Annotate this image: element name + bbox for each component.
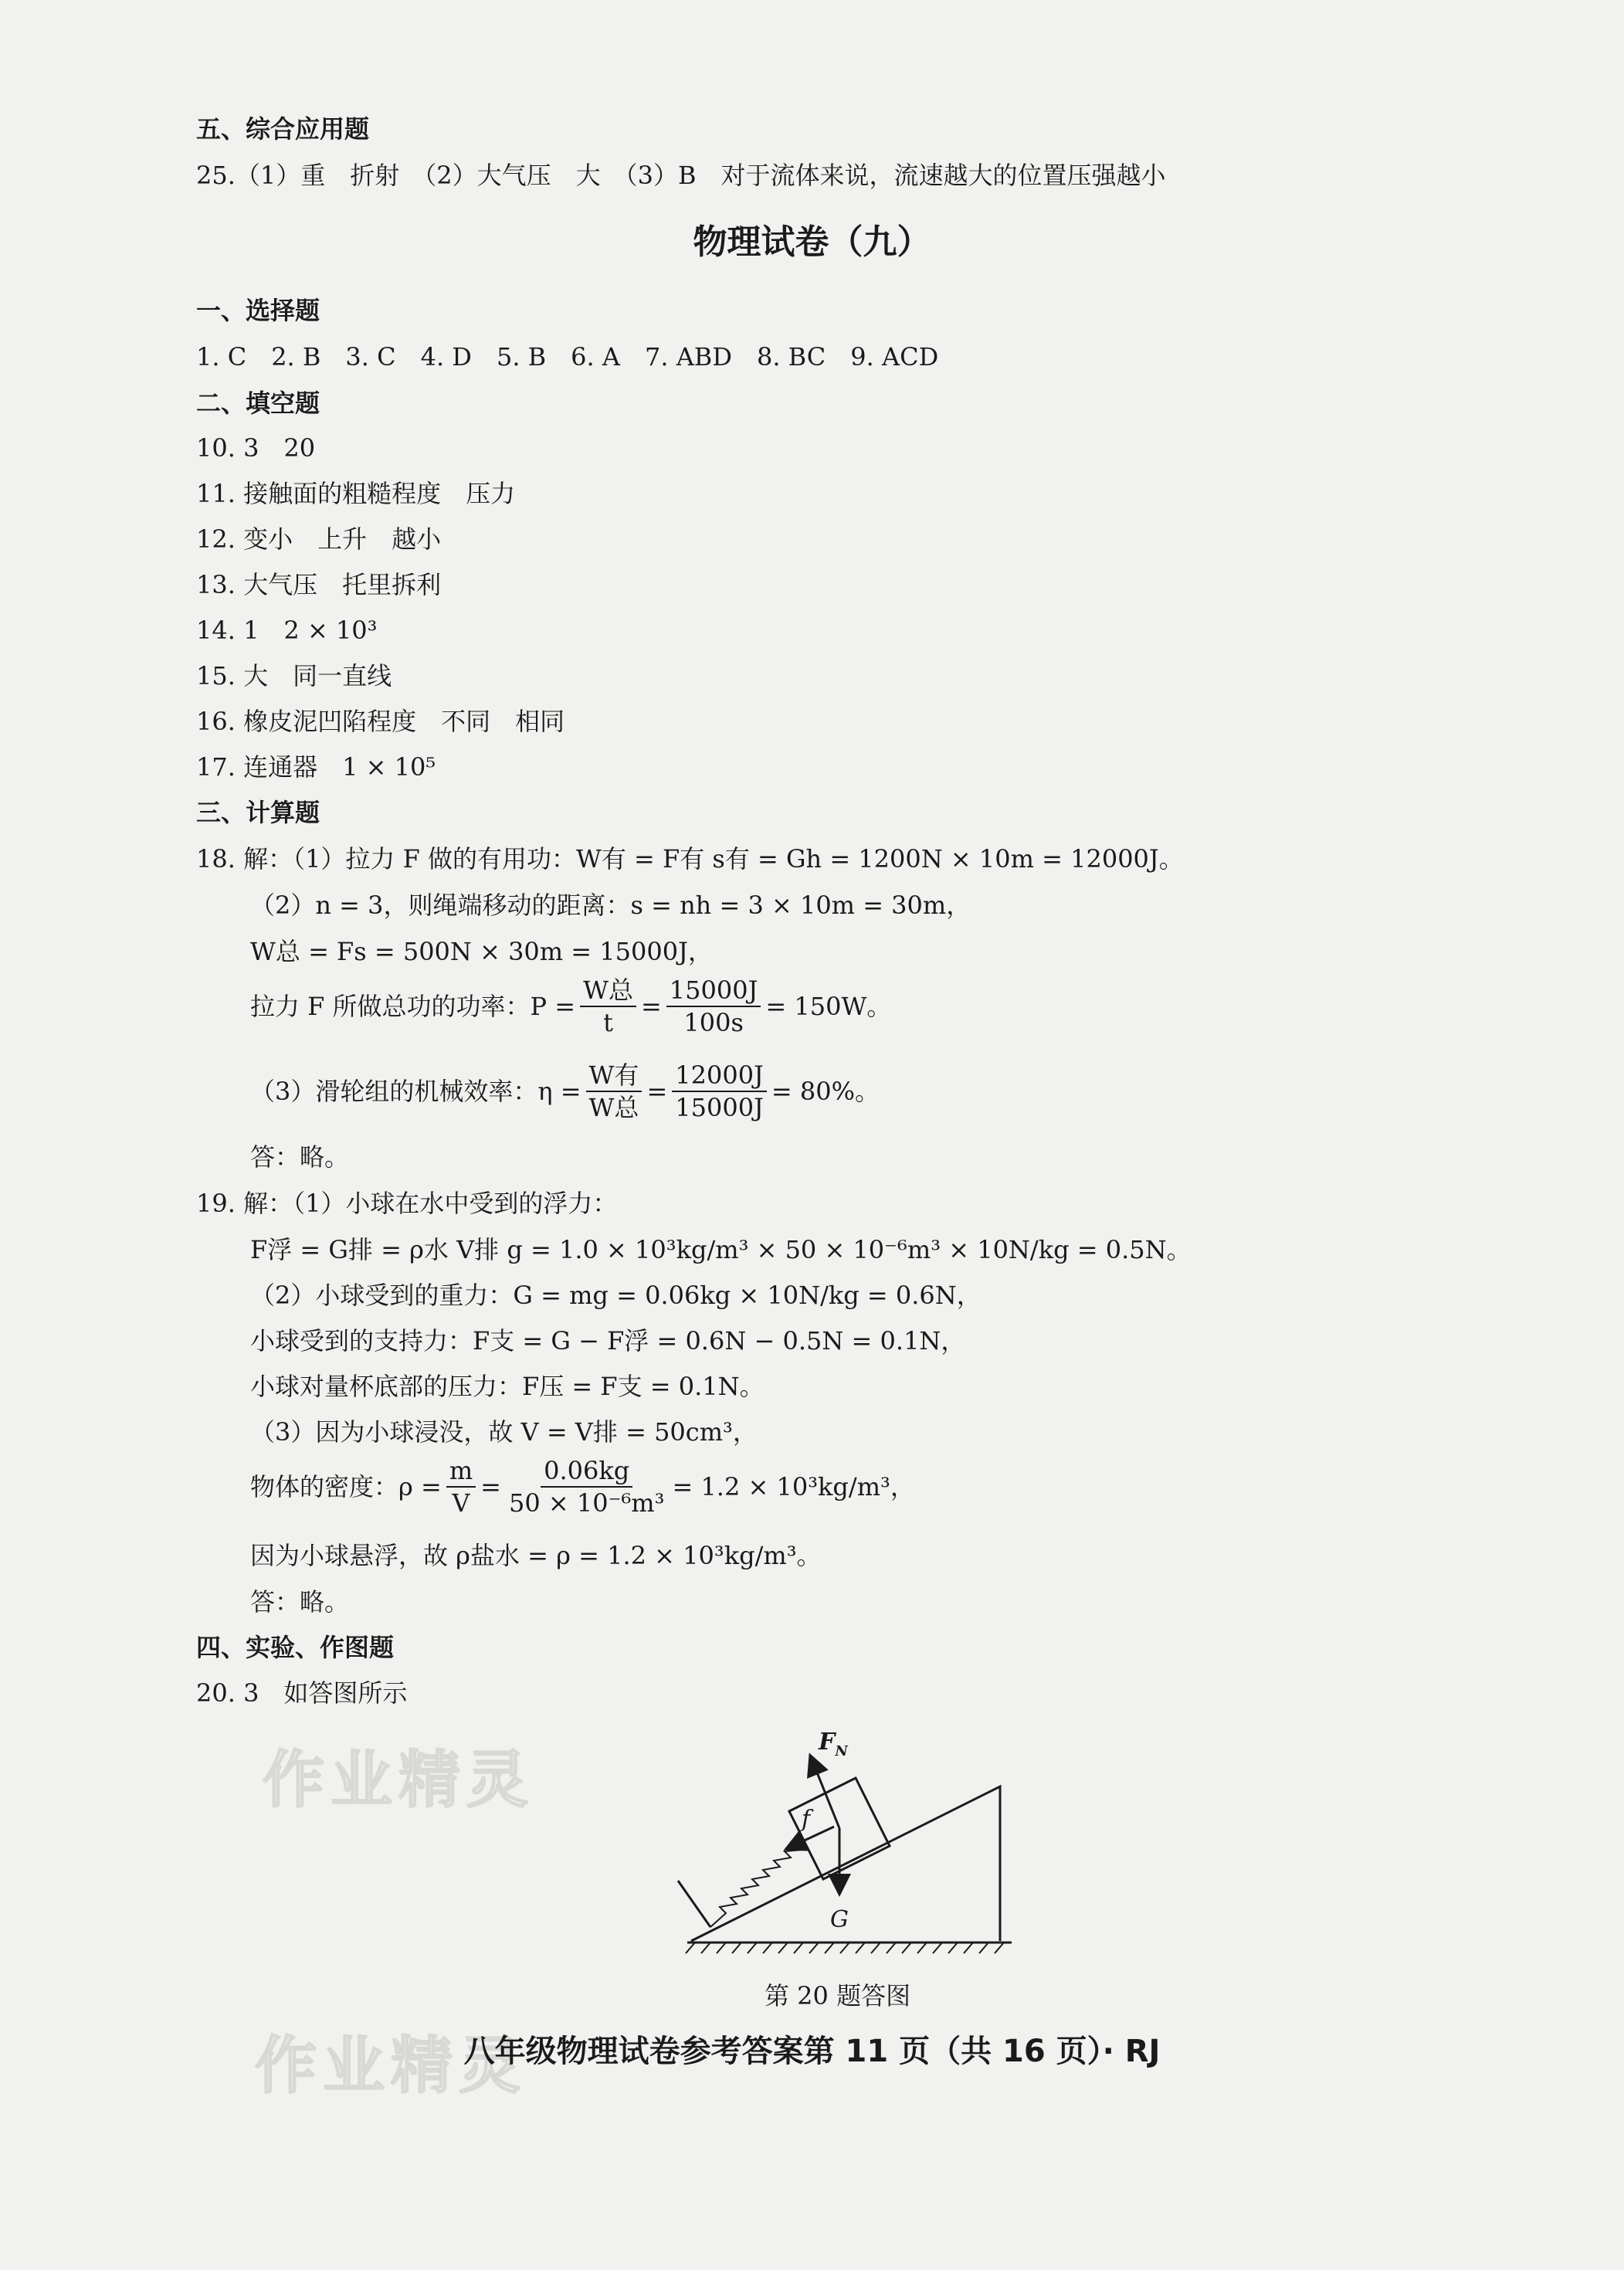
formula-text: 物体的密度：ρ = [250,1472,442,1501]
fill-answer: 11. 接触面的粗糙程度 压力 [196,479,516,508]
numerator: W有 [586,1060,642,1092]
q19-line: F浮 = G排 = ρ水 V排 g = 1.0 × 10³kg/m³ × 50 × 10⁻⁶m³ × 10N/kg = 0.5N。 [250,1235,1192,1264]
fraction [446,1455,476,1518]
spring [710,1850,802,1927]
ground-hatch [686,1943,1004,1953]
numerator: m [446,1455,476,1488]
formula-text: = 80%。 [771,1077,880,1106]
q19-line: （3）因为小球浸没，故 V = V排 = 50cm³， [250,1417,758,1447]
q18-line: W总 = Fs = 500N × 30m = 15000J， [250,937,713,966]
formula-text: = 150W。 [765,992,892,1021]
incline-force-diagram [672,1711,1073,1966]
q18-line: （2）n = 3，则绳端移动的距离：s = nh = 3 × 10m = 30m， [250,891,971,920]
fill-answer: 10. 3 20 [196,433,316,463]
denominator: V [452,1488,470,1518]
denominator: 15000J [675,1093,764,1122]
section-1-heading: 一、选择题 [196,296,320,325]
formula-text: = [640,992,662,1021]
choice-answers: 1. C 2. B 3. C 4. D 5. B 6. A 7. ABD 8. BC 9. ACD [196,342,939,372]
q19-line: 因为小球悬浮，故 ρ盐水 = ρ = 1.2 × 10³kg/m³。 [250,1541,822,1570]
fill-answer: 15. 大 同一直线 [196,661,392,691]
section-4-heading: 四、实验、作图题 [196,1633,395,1662]
figure-caption: 第 20 题答图 [765,1981,911,2010]
normal-force-arrow [811,1757,839,1828]
q18-efficiency-formula [250,1060,880,1123]
fraction [580,975,636,1038]
q18-answer: 答：略。 [250,1142,350,1172]
q19-answer: 答：略。 [250,1587,350,1617]
q19-line: 小球受到的支持力：F支 = G − F浮 = 0.6N − 0.5N = 0.1N， [250,1326,966,1356]
section-5-heading: 五、综合应用题 [196,114,370,144]
fraction [506,1455,667,1518]
watermark: 作业精灵 [255,2030,527,2102]
numerator: W总 [580,975,636,1007]
fill-answer: 17. 连通器 1 × 10⁵ [196,752,436,782]
formula-text: （3）滑轮组的机械效率：η = [250,1077,581,1106]
section-2-heading: 二、填空题 [196,389,320,418]
fill-answer: 16. 橡皮泥凹陷程度 不同 相同 [196,707,565,736]
numerator: 0.06kg [541,1455,632,1488]
friction-arrow [788,1827,834,1848]
q18-line: 18. 解：（1）拉力 F 做的有用功：W有 = F有 s有 = Gh = 1200N × 10m = 12000J。 [196,844,1184,874]
fill-answer: 13. 大气压 托里拆利 [196,570,442,599]
denominator: W总 [588,1093,639,1122]
g-label: G [830,1906,849,1933]
numerator: 15000J [666,975,761,1007]
fn-label: $F_N$ [819,1729,848,1759]
formula-text: = [646,1077,668,1106]
answer-25: 25.（1）重 折射 （2）大气压 大 （3）B 对于流体来说，流速越大的位置压强越小 [196,161,1166,190]
fill-answer: 12. 变小 上升 越小 [196,524,442,554]
answer-20: 20. 3 如答图所示 [196,1678,408,1708]
spring-wall [678,1881,710,1927]
formula-text: 拉力 F 所做总功的功率：P = [250,992,576,1021]
watermark: 作业精灵 [263,1744,534,1816]
fraction [666,975,761,1038]
page-footer: 八年级物理试卷参考答案第 11 页（共 16 页）· RJ [463,2034,1161,2069]
q19-line: 19. 解：（1）小球在水中受到的浮力： [196,1189,618,1218]
formula-text: = [480,1472,501,1501]
q19-line: （2）小球受到的重力：G = mg = 0.06kg × 10N/kg = 0.6N， [250,1281,982,1310]
q19-line: 小球对量杯底部的压力：F压 = F支 = 0.1N。 [250,1372,765,1401]
section-3-heading: 三、计算题 [196,798,320,827]
q18-power-formula [250,975,891,1038]
fill-answer: 14. 1 2 × 10³ [196,616,378,645]
denominator: 100s [683,1008,744,1037]
f-label: f [802,1806,811,1833]
denominator: t [603,1008,613,1037]
page-title: 物理试卷（九） [693,222,931,262]
fraction [586,1060,642,1123]
numerator: 12000J [672,1060,767,1092]
denominator: 50 × 10⁻⁶m³ [508,1488,665,1518]
formula-text: = 1.2 × 10³kg/m³， [672,1472,915,1501]
q19-density-formula [250,1455,915,1518]
fraction [672,1060,767,1123]
